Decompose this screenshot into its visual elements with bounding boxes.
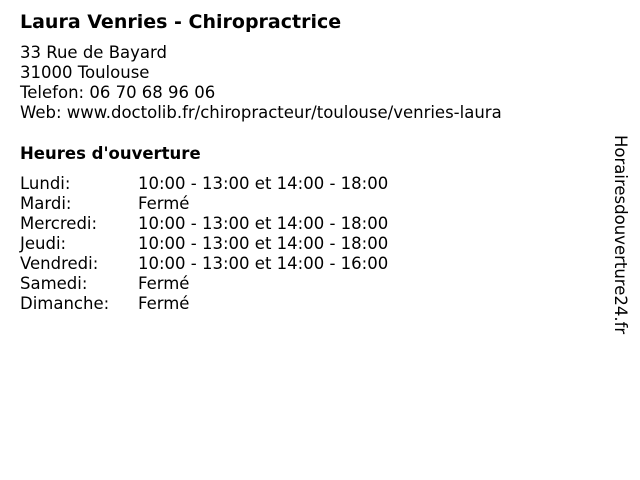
hours-table bbox=[20, 174, 388, 314]
time-value: 10:00 - 13:00 et 14:00 - 18:00 bbox=[138, 214, 389, 233]
phone-number: Telefon: 06 70 68 96 06 bbox=[20, 83, 216, 102]
hours-row-sunday bbox=[20, 294, 388, 314]
hours-row-wednesday bbox=[20, 214, 388, 234]
time-value: Fermé bbox=[138, 194, 190, 213]
business-title: Laura Venries - Chiropractrice bbox=[20, 11, 342, 33]
time-value: Fermé bbox=[138, 274, 190, 293]
day-label: Vendredi: bbox=[20, 254, 99, 273]
time-value: Fermé bbox=[138, 294, 190, 313]
street-address: 33 Rue de Bayard bbox=[20, 43, 167, 62]
hours-row-saturday bbox=[20, 274, 388, 294]
time-value: 10:00 - 13:00 et 14:00 - 16:00 bbox=[138, 254, 389, 273]
hours-row-tuesday bbox=[20, 194, 388, 214]
address-block bbox=[20, 43, 502, 123]
day-label: Samedi: bbox=[20, 274, 88, 293]
day-label: Mardi: bbox=[20, 194, 72, 213]
day-label: Lundi: bbox=[20, 174, 71, 193]
watermark-text: Horairesdouverture24.fr bbox=[611, 135, 630, 335]
day-label: Jeudi: bbox=[20, 234, 67, 253]
hours-heading: Heures d'ouverture bbox=[20, 144, 201, 163]
website-url: Web: www.doctolib.fr/chiropracteur/toulouse/venries-laura bbox=[20, 103, 502, 122]
city-address: 31000 Toulouse bbox=[20, 63, 150, 82]
day-label: Dimanche: bbox=[20, 294, 110, 313]
time-value: 10:00 - 13:00 et 14:00 - 18:00 bbox=[138, 234, 389, 253]
hours-row-friday bbox=[20, 254, 388, 274]
hours-row-monday bbox=[20, 174, 388, 194]
day-label: Mercredi: bbox=[20, 214, 98, 233]
hours-row-thursday bbox=[20, 234, 388, 254]
time-value: 10:00 - 13:00 et 14:00 - 18:00 bbox=[138, 174, 389, 193]
